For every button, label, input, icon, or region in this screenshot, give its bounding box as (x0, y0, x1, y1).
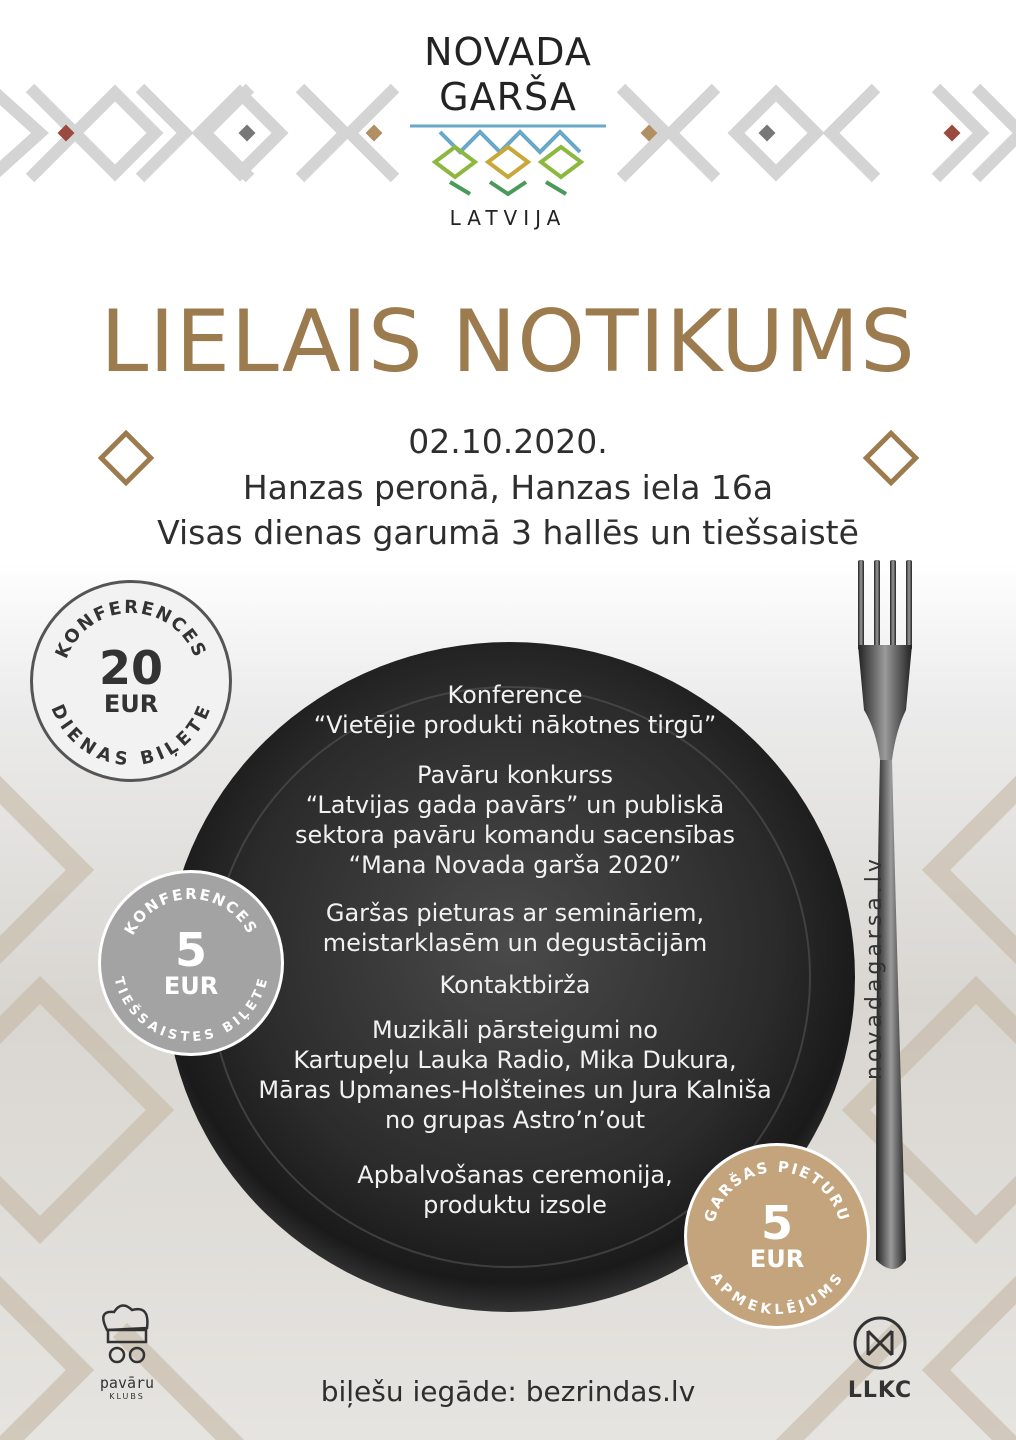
badge-currency: EUR (163, 972, 219, 1000)
tickets-footer: biļešu iegāde: bezrindas.lv (320, 1375, 696, 1408)
sponsor-right-name: LLKC (847, 1378, 913, 1403)
llkc-logo-icon (852, 1315, 908, 1371)
badge-price: 5 (174, 923, 207, 977)
program-item-6: Apbalvošanas ceremonija, produktu izsole (357, 1161, 673, 1219)
sponsor-left-name: pavāru (99, 1374, 155, 1392)
badge-currency: EUR (103, 690, 159, 718)
badge-price: 20 (98, 641, 163, 695)
badge-price: 5 (760, 1196, 793, 1250)
badge-conference-day (30, 580, 232, 782)
website-vertical: novadagarsa.lv (862, 855, 887, 1080)
svg-text:GARŠAS PIETURU: GARŠAS PIETURU (700, 1157, 854, 1225)
page-title: LIELAIS NOTIKUMS (100, 292, 916, 392)
program-item-3: Garšas pieturas ar semināriem, meistarklasēm un degustācijām (322, 899, 708, 957)
badge-arc-text (687, 1146, 867, 1326)
logo-emblem-icon (410, 122, 606, 197)
program-item-2: Pavāru konkurss “Latvijas gada pavārs” un publiskā sektora pavāru komandu sacensības “Mana Novada garša 2020” (294, 761, 736, 879)
event-note: Visas dienas garumā 3 hallēs un tiešsaistē (157, 513, 859, 552)
badge-arc-text (33, 583, 229, 779)
logo-line-2: GARŠA (439, 75, 577, 119)
program-item-4: Kontaktbirža (439, 971, 591, 999)
event-date: 02.10.2020. (408, 422, 608, 461)
svg-text:APMEKLĒJUMS: APMEKLĒJUMS (707, 1269, 848, 1319)
svg-text:KONFERENCES: KONFERENCES (51, 596, 211, 662)
logo-line-1: NOVADA (424, 30, 592, 74)
badge-online (98, 870, 284, 1056)
event-venue: Hanzas peronā, Hanzas iela 16a (242, 468, 774, 507)
logo-country: LATVIJA (449, 206, 567, 230)
program-item-5: Muzikāli pārsteigumi no Kartupeļu Lauka Radio, Mika Dukura, Māras Upmanes-Holšteines un Jura Kalniša no grupas Astro’n’out (258, 1016, 772, 1134)
svg-text:TIEŠSAISTES BIĻETE: TIEŠSAISTES BIĻETE (110, 975, 272, 1046)
svg-text:DIENAS BIĻETE: DIENAS BIĻETE (46, 701, 216, 771)
sponsor-left-sub: KLUBS (109, 1392, 145, 1401)
chef-hat-icon (92, 1300, 162, 1370)
program-item-1: Konference “Vietējie produkti nākotnes tirgū” (313, 681, 717, 739)
badge-currency: EUR (749, 1245, 805, 1273)
badge-arc-text (101, 873, 281, 1053)
svg-text:KONFERENCES: KONFERENCES (120, 884, 262, 938)
badge-stops (684, 1143, 870, 1329)
